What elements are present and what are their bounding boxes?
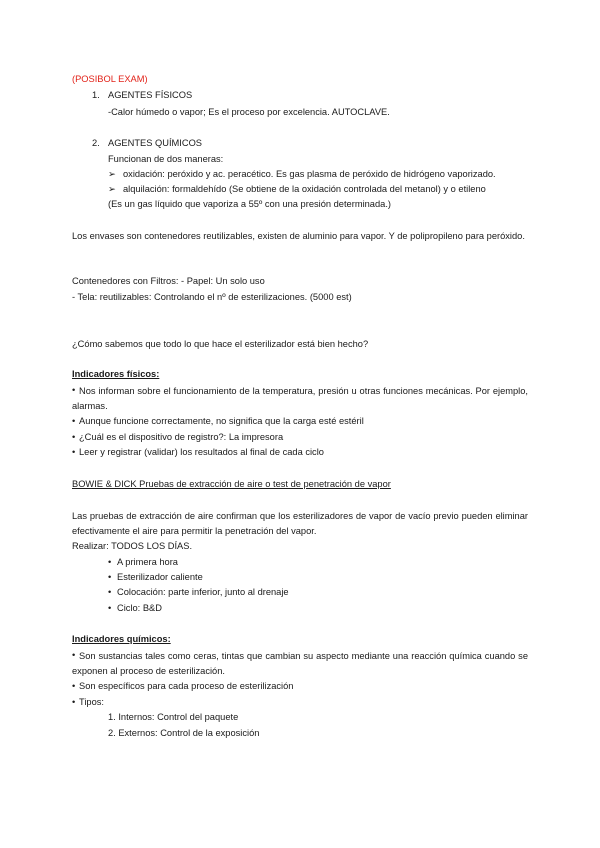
list-number: 1. bbox=[92, 90, 100, 100]
bullet-icon: • bbox=[108, 557, 112, 567]
arrow-bullet-icon: ➢ bbox=[108, 169, 116, 179]
list-item: Leer y registrar (validar) los resultados al final de cada ciclo bbox=[79, 447, 324, 457]
list-item: Ciclo: B&D bbox=[117, 603, 162, 613]
bullet-icon: • bbox=[72, 681, 76, 691]
bullet-icon: • bbox=[108, 572, 112, 582]
list-item: Colocación: parte inferior, junto al drenaje bbox=[117, 587, 289, 597]
bullet-icon: • bbox=[108, 603, 112, 613]
bullet-icon: • bbox=[72, 385, 76, 395]
list-item: alquilación: formaldehído (Se obtiene de la oxidación controlada del metanol) y o etileno bbox=[123, 184, 486, 194]
section-title-agentes-quimicos: AGENTES QUÍMICOS bbox=[108, 138, 203, 148]
heading-indicadores-fisicos: Indicadores físicos: bbox=[72, 369, 160, 379]
question-line: ¿Cómo sabemos que todo lo que hace el esterilizador está bien hecho? bbox=[72, 339, 369, 349]
contenedores-line-1: Contenedores con Filtros: - Papel: Un solo uso bbox=[72, 276, 265, 286]
agentes-quimicos-intro: Funcionan de dos maneras: bbox=[108, 154, 224, 164]
heading-indicadores-quimicos: Indicadores químicos: bbox=[72, 634, 171, 644]
bullet-icon: • bbox=[72, 650, 76, 660]
heading-bowie-dick: BOWIE & DICK Pruebas de extracción de aire o test de penetración de vapor bbox=[72, 479, 391, 489]
bullet-icon: • bbox=[72, 416, 76, 426]
list-item: Tipos: bbox=[79, 697, 104, 707]
bullet-icon: • bbox=[108, 587, 112, 597]
list-item: Esterilizador caliente bbox=[117, 572, 203, 582]
agentes-fisicos-desc: -Calor húmedo o vapor; Es el proceso por excelencia. AUTOCLAVE. bbox=[108, 107, 390, 117]
arrow-bullet-icon: ➢ bbox=[108, 184, 116, 194]
list-item: Aunque funcione correctamente, no significa que la carga esté estéril bbox=[79, 416, 364, 426]
list-item: oxidación: peróxido y ac. peracético. Es gas plasma de peróxido de hidrógeno vaporizado. bbox=[123, 169, 496, 179]
list-item: A primera hora bbox=[117, 557, 178, 567]
agentes-quimicos-note: (Es un gas líquido que vaporiza a 55º con una presión determinada.) bbox=[108, 199, 391, 209]
contenedores-line-2: - Tela: reutilizables: Controlando el nº de esterilizaciones. (5000 est) bbox=[72, 292, 352, 302]
envases-paragraph: Los envases son contenedores reutilizables, existen de aluminio para vapor. Y de polipropileno para peróxido. bbox=[72, 231, 525, 241]
realizar-line: Realizar: TODOS LOS DÍAS. bbox=[72, 541, 193, 551]
tipo-item: 2. Externos: Control de la exposición bbox=[108, 728, 260, 738]
bullet-icon: • bbox=[72, 447, 76, 457]
list-item: ¿Cuál es el dispositivo de registro?: La impresora bbox=[79, 432, 284, 442]
list-item: Son específicos para cada proceso de esterilización bbox=[79, 681, 294, 691]
bullet-icon: • bbox=[72, 697, 76, 707]
list-item: Nos informan sobre el funcionamiento de la temperatura, presión u otras funciones mecánicas. Por ejemplo, alarmas. bbox=[72, 386, 528, 411]
list-number: 2. bbox=[92, 138, 100, 148]
bullet-icon: • bbox=[72, 432, 76, 442]
tipo-item: 1. Internos: Control del paquete bbox=[108, 712, 239, 722]
list-item: Son sustancias tales como ceras, tintas que cambian su aspecto mediante una reacción química cuando se exponen al proceso de esterilización. bbox=[72, 651, 528, 676]
bowie-dick-paragraph: Las pruebas de extracción de aire confirman que los esterilizadores de vapor de vacío previo pueden eliminar efectivamente el aire para permitir la penetración del vapor. bbox=[72, 511, 528, 536]
section-title-agentes-fisicos: AGENTES FÍSICOS bbox=[108, 90, 193, 100]
exam-tag: (POSIBOL EXAM) bbox=[72, 74, 148, 84]
